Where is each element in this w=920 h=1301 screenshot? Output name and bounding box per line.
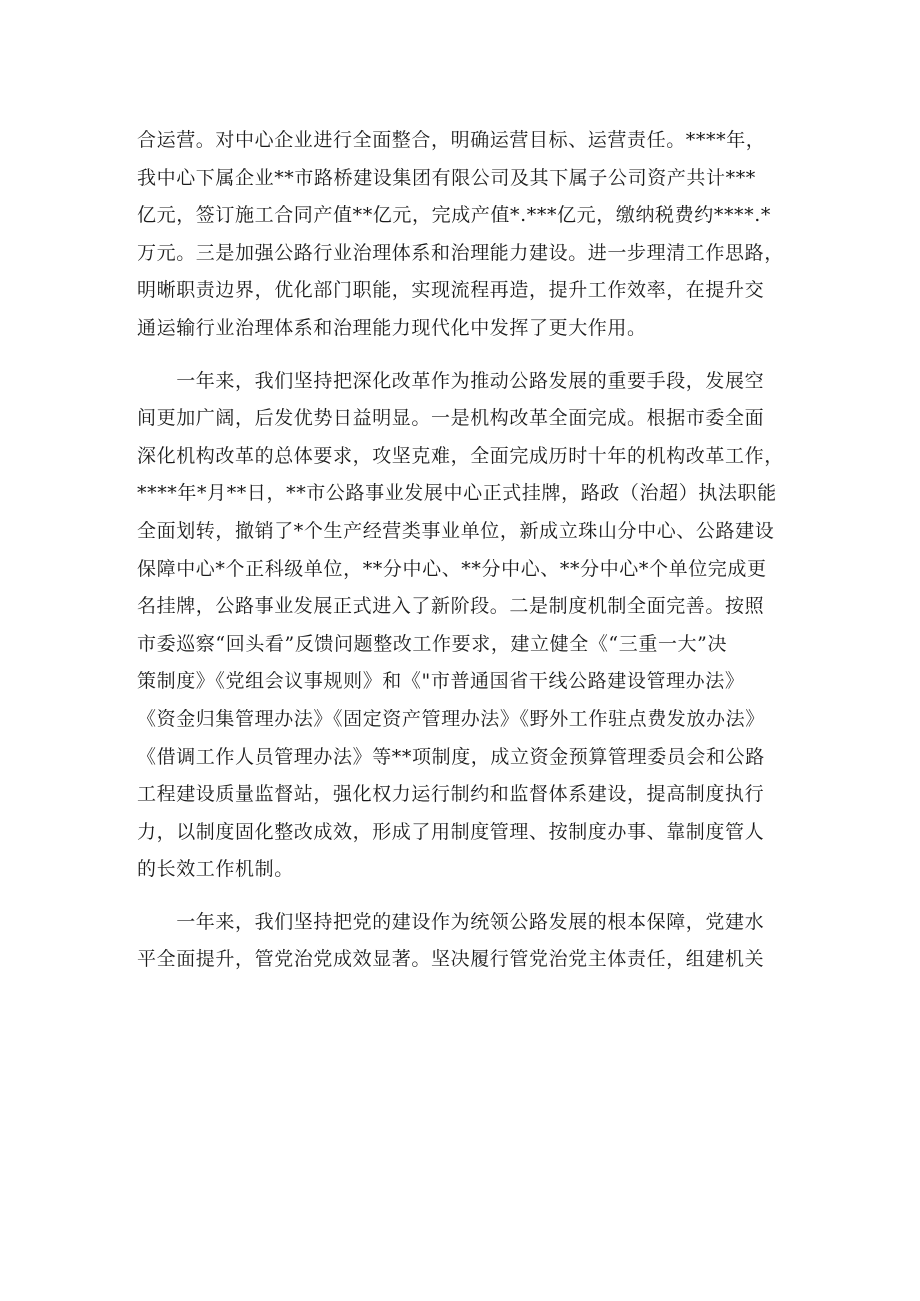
text-line: 一年来，我们坚持把深化改革作为推动公路发展的重要手段，发展空 — [137, 369, 765, 392]
text-line: 间更加广阔，后发优势日益明显。一是机构改革全面完成。根据市委全面 — [137, 407, 765, 430]
text-line: 合运营。对中心企业进行全面整合，明确运营目标、运营责任。****年， — [137, 129, 766, 151]
text-line: 的长效工作机制。 — [137, 858, 294, 881]
text-line: 深化机构改革的总体要求，攻坚克难，全面完成历时十年的机构改革工作， — [137, 444, 784, 467]
text-line: 市委巡察“回头看”反馈问题整改工作要求，建立健全《“三重一大”决 — [137, 632, 728, 655]
text-line: 力，以制度固化整改成效，形成了用制度管理、按制度办事、靠制度管人 — [137, 820, 765, 843]
text-line: 我中心下属企业**市路桥建设集团有限公司及其下属子公司资产共计*** — [137, 166, 756, 189]
text-line: 工程建设质量监督站，强化权力运行制约和监督体系建设，提高制度执行 — [137, 783, 765, 806]
text-line: 策制度》《党组会议事规则》和《"市普通国省干线公路建设管理办法》 — [137, 670, 745, 693]
text-line: 全面划转，撤销了*个生产经营类事业单位，新成立珠山分中心、公路建设 — [137, 519, 775, 542]
text-line: 亿元，签订施工合同产值**亿元，完成产值*.***亿元，缴纳税费约****.* — [137, 204, 771, 227]
paragraph-3 — [137, 904, 789, 979]
text-line: 《借调工作人员管理办法》等**项制度，成立资金预算管理委员会和公路 — [137, 745, 765, 768]
text-line: 万元。三是加强公路行业治理体系和治理能力建设。进一步理清工作思路， — [137, 241, 784, 264]
paragraph-spacer — [137, 889, 789, 904]
paragraph-2 — [137, 363, 789, 889]
text-line: 名挂牌，公路事业发展正式进入了新阶段。二是制度机制全面完善。按照 — [137, 595, 765, 618]
text-line: 明晰职责边界，优化部门职能，实现流程再造，提升工作效率，在提升交 — [137, 279, 765, 302]
text-line: 平全面提升，管党治党成效显著。坚决履行管党治党主体责任，组建机关 — [137, 948, 765, 971]
document-body — [137, 122, 789, 979]
paragraph-1 — [137, 122, 789, 348]
text-line: 一年来，我们坚持把党的建设作为统领公路发展的根本保障，党建水 — [137, 910, 765, 933]
text-line: 《资金归集管理办法》《固定资产管理办法》《野外工作驻点费发放办法》 — [137, 707, 765, 730]
text-line: ****年*月**日，**市公路事业发展中心正式挂牌，路政（治超）执法职能 — [137, 482, 777, 505]
text-line: 保障中心*个正科级单位，**分中心、**分中心、**分中心*个单位完成更 — [137, 557, 767, 580]
paragraph-spacer — [137, 348, 789, 363]
text-line: 通运输行业治理体系和治理能力现代化中发挥了更大作用。 — [137, 316, 647, 339]
